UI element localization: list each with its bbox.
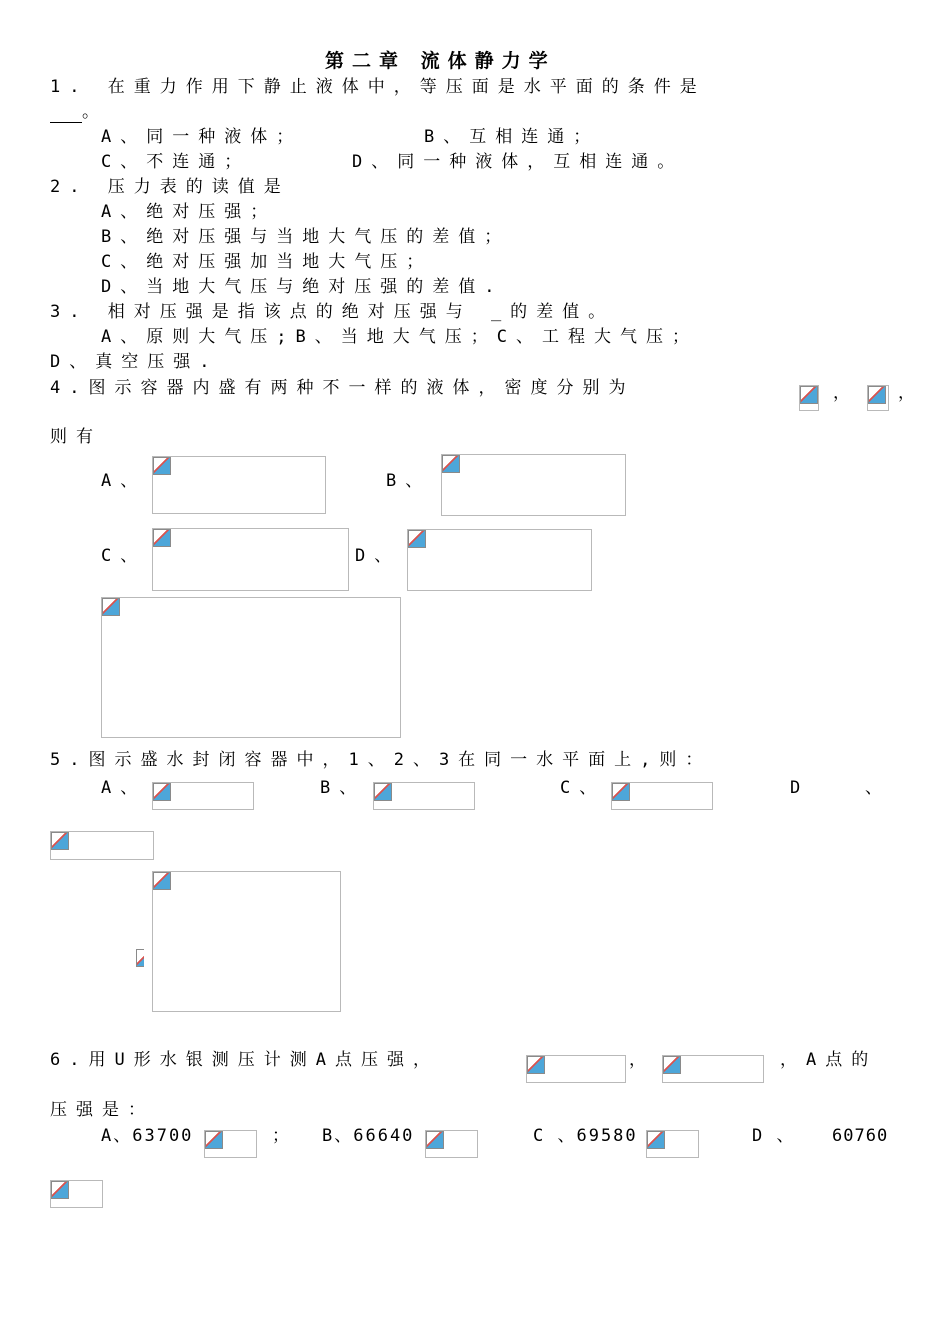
q6-option-d-unit-image [50, 1180, 103, 1208]
q1-stem-end: 。 [82, 102, 108, 122]
q6-option-a: A、63700 [101, 1126, 194, 1146]
q2-option-a: A、绝对压强； [101, 202, 277, 222]
q5-option-d-separator: 、 [865, 778, 891, 798]
q1-stem: 1. 在重力作用下静止液体中，等压面是水平面的条件是 [50, 77, 706, 97]
q6-option-a-separator: ； [272, 1126, 298, 1146]
q3-stem: 3. 相对压强是指该点的绝对压强与 _的差值。 [50, 302, 615, 322]
q6-option-a-unit-image [204, 1130, 257, 1158]
q5-stem: 5.图示盛水封闭容器中，1、2、3在同一水平面上,则： [50, 750, 712, 770]
q4-option-b-label: B、 [386, 471, 432, 491]
q5-closed-container-diagram-image [152, 871, 341, 1012]
q5-option-a-label: A、 [101, 778, 147, 798]
q6-stem-continuation: 压强是： [50, 1100, 154, 1120]
q4-separator-1: ， [833, 383, 859, 403]
q6-option-c-unit-image [646, 1130, 699, 1158]
q5-option-c-label: C、 [560, 778, 606, 798]
q5-option-c-formula-image [611, 782, 713, 810]
q6-given-value-1-image [526, 1055, 626, 1083]
q1-blank-line [50, 101, 108, 123]
q5-option-a-formula-image [152, 782, 254, 810]
q4-option-c-label: C、 [101, 546, 147, 566]
q2-stem: 2. 压力表的读值是 [50, 177, 290, 197]
q1-option-a: A、同一种液体； [101, 127, 303, 147]
q6-given-value-2-image [662, 1055, 764, 1083]
density-1-formula-image [799, 385, 819, 411]
q6-separator-2: ，A点的 [780, 1050, 878, 1070]
q1-option-b: B、互相连通； [424, 127, 600, 147]
q4-stem: 4.图示容器内盛有两种不一样的液体，密度分别为 [50, 378, 635, 398]
q4-separator-2: ， [898, 383, 924, 403]
q3-option-d: D、真空压强. [50, 352, 219, 372]
q6-option-b-unit-image [425, 1130, 478, 1158]
q6-option-b: B、66640 [322, 1126, 415, 1146]
q3-options: A、原则大气压;B、当地大气压；C、工程大气压； [101, 327, 698, 347]
q6-option-d-value: 60760 [832, 1126, 889, 1146]
density-2-formula-image [867, 385, 889, 411]
q2-option-c: C、绝对压强加当地大气压； [101, 252, 433, 272]
answer-blank [50, 106, 82, 123]
q5-option-b-formula-image [373, 782, 475, 810]
q4-option-d-label: D、 [355, 546, 401, 566]
q4-option-c-formula-image [152, 528, 349, 591]
q5-small-broken-image [135, 948, 145, 968]
q4-option-a-formula-image [152, 456, 326, 514]
q6-option-c: C 、69580 [533, 1126, 638, 1146]
q4-stem-continuation: 则有 [50, 427, 102, 447]
page-title: 第二章 流体静力学 [325, 50, 556, 72]
q4-container-diagram-image [101, 597, 401, 738]
q4-option-d-formula-image [407, 529, 592, 591]
q2-option-b: B、绝对压强与当地大气压的差值； [101, 227, 511, 247]
q5-option-d-formula-image [50, 831, 154, 860]
q6-stem: 6.用U形水银测压计测A点压强， [50, 1050, 439, 1070]
q5-option-d-label: D [790, 778, 810, 798]
q4-option-a-label: A、 [101, 471, 147, 491]
q6-option-d-label: D 、 [752, 1126, 796, 1146]
q4-option-b-formula-image [441, 454, 626, 516]
q6-separator-1: ， [629, 1050, 655, 1070]
q5-option-b-label: B、 [320, 778, 366, 798]
q1-option-c: C、不连通； [101, 152, 251, 172]
q1-option-d: D、同一种液体，互相连通。 [352, 152, 684, 172]
q2-option-d: D、当地大气压与绝对压强的差值. [101, 277, 504, 297]
